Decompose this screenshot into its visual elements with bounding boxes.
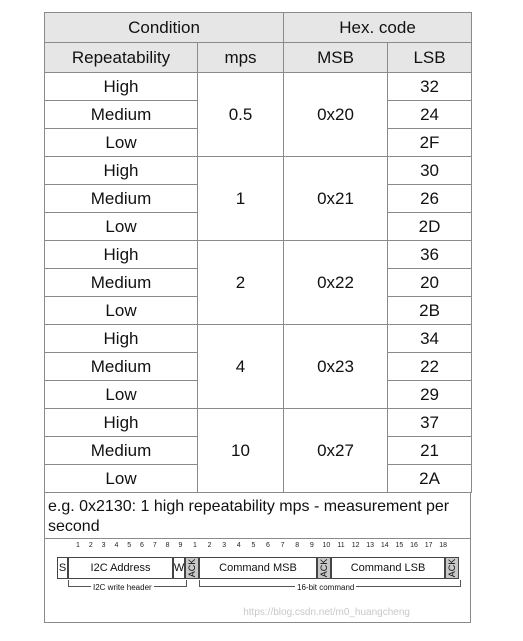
write-bit-label: W — [173, 562, 185, 574]
bit-number: 1 — [193, 542, 197, 549]
start-bit-box — [57, 557, 68, 579]
lsb-cell: 24 — [388, 101, 472, 129]
command-msb-box — [199, 557, 317, 579]
i2c-address-label: I2C Address — [90, 562, 151, 574]
bit-number: 17 — [424, 542, 433, 549]
mps-cell: 2 — [198, 241, 284, 325]
ack-label-1: ACK — [187, 558, 197, 578]
ack-box-2 — [317, 557, 331, 579]
bit-number: 4 — [236, 542, 241, 549]
repeatability-cell: Low — [45, 213, 198, 241]
lsb-cell: 2A — [388, 465, 472, 493]
repeatability-cell: Medium — [45, 101, 198, 129]
table-row — [45, 73, 472, 101]
command-table — [44, 12, 472, 493]
bit-number: 5 — [127, 542, 132, 549]
msb-cell: 0x22 — [284, 241, 388, 325]
ack-box-3 — [445, 557, 459, 579]
repeatability-cell: Low — [45, 465, 198, 493]
bit-number: 6 — [266, 542, 270, 549]
bit-number: 12 — [351, 542, 360, 549]
repeatability-cell: High — [45, 325, 198, 353]
start-bit-label: S — [58, 562, 67, 574]
i2c-address-box — [68, 557, 173, 579]
mps-cell: 10 — [198, 409, 284, 493]
lsb-cell: 22 — [388, 353, 472, 381]
lsb-header: LSB — [388, 43, 472, 73]
lsb-cell: 20 — [388, 269, 472, 297]
bit-number: 4 — [114, 542, 119, 549]
example-note: e.g. 0x2130: 1 high repeatability mps - measurement per second — [44, 493, 471, 539]
i2c-command-diagram — [44, 539, 471, 623]
bit-number: 9 — [309, 542, 314, 549]
msb-cell: 0x27 — [284, 409, 388, 493]
watermark: https://blog.csdn.net/m0_huangcheng — [243, 607, 410, 618]
repeatability-cell: High — [45, 157, 198, 185]
repeatability-cell: Medium — [45, 437, 198, 465]
lsb-cell: 26 — [388, 185, 472, 213]
ack-label-2: ACK — [319, 558, 329, 578]
header-row-2 — [45, 43, 472, 73]
bit-number: 8 — [165, 542, 170, 549]
bit-number: 3 — [101, 542, 106, 549]
bit-number: 6 — [140, 542, 144, 549]
lsb-cell: 30 — [388, 157, 472, 185]
repeatability-cell: High — [45, 73, 198, 101]
condition-header: Condition — [45, 13, 284, 43]
mps-cell: 4 — [198, 325, 284, 409]
bit-number: 1 — [76, 542, 80, 549]
ack-label-3: ACK — [447, 558, 457, 578]
bit-number: 8 — [295, 542, 300, 549]
repeatability-cell: High — [45, 409, 198, 437]
repeatability-cell: Medium — [45, 269, 198, 297]
lsb-cell: 29 — [388, 381, 472, 409]
lsb-cell: 37 — [388, 409, 472, 437]
lsb-cell: 2B — [388, 297, 472, 325]
lsb-cell: 21 — [388, 437, 472, 465]
write-bit-box — [173, 557, 185, 579]
lsb-cell: 2F — [388, 129, 472, 157]
msb-cell: 0x20 — [284, 73, 388, 157]
repeatability-cell: Low — [45, 129, 198, 157]
bit-number: 13 — [366, 542, 375, 549]
bit-number: 2 — [88, 542, 93, 549]
command-msb-label: Command MSB — [219, 562, 297, 574]
table-row — [45, 241, 472, 269]
lsb-cell: 32 — [388, 73, 472, 101]
bit-number: 10 — [322, 542, 331, 549]
table-body — [45, 73, 472, 493]
repeatability-cell: Low — [45, 297, 198, 325]
bit-number: 15 — [395, 542, 404, 549]
ack-box-1 — [185, 557, 199, 579]
command-table-sheet — [44, 12, 471, 632]
lsb-cell: 2D — [388, 213, 472, 241]
table-row — [45, 157, 472, 185]
header-row-1 — [45, 13, 472, 43]
lsb-cell: 36 — [388, 241, 472, 269]
repeatability-header: Repeatability — [45, 43, 198, 73]
command-lsb-label: Command LSB — [350, 562, 426, 574]
table-row — [45, 325, 472, 353]
header-brace-label: I2C write header — [93, 583, 152, 592]
mps-header: mps — [198, 43, 284, 73]
mps-cell: 1 — [198, 157, 284, 241]
bit-number: 18 — [439, 542, 448, 549]
bit-number: 3 — [222, 542, 227, 549]
bit-number: 7 — [280, 542, 285, 549]
repeatability-cell: High — [45, 241, 198, 269]
bit-number: 7 — [152, 542, 157, 549]
bit-number: 9 — [178, 542, 183, 549]
command-brace-label: 16-bit command — [297, 583, 355, 592]
lsb-cell: 34 — [388, 325, 472, 353]
bit-number: 2 — [207, 542, 212, 549]
msb-cell: 0x21 — [284, 157, 388, 241]
bit-number: 11 — [337, 542, 345, 549]
mps-cell: 0.5 — [198, 73, 284, 157]
hex-code-header: Hex. code — [284, 13, 472, 43]
repeatability-cell: Medium — [45, 185, 198, 213]
msb-cell: 0x23 — [284, 325, 388, 409]
table-row — [45, 409, 472, 437]
command-lsb-box — [331, 557, 445, 579]
msb-header: MSB — [284, 43, 388, 73]
bit-number: 5 — [251, 542, 256, 549]
repeatability-cell: Low — [45, 381, 198, 409]
bit-number: 14 — [380, 542, 389, 549]
repeatability-cell: Medium — [45, 353, 198, 381]
bit-number: 16 — [410, 542, 418, 549]
